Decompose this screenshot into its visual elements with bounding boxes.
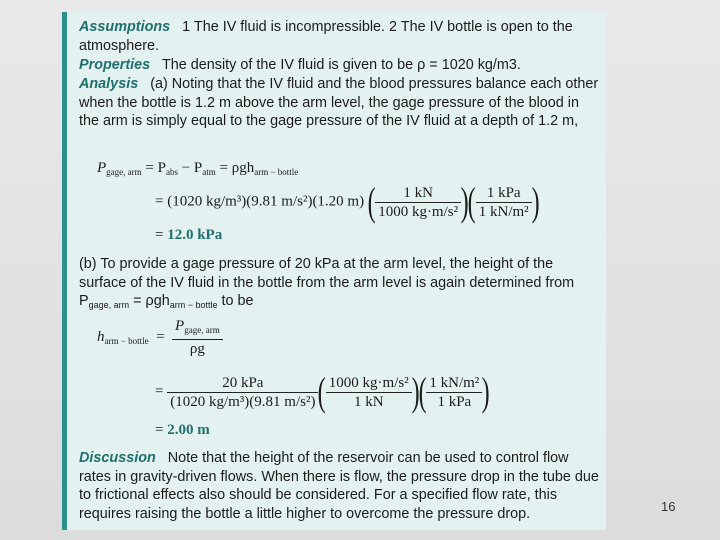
assumptions-text: 1 The IV fluid is incompressible. 2 The IV bottle is open to the atmosphere.	[79, 19, 573, 54]
eq-b-lhs-sub: arm − bottle	[104, 335, 149, 346]
conv3-den: 1 kN	[353, 393, 384, 410]
result-b	[155, 422, 210, 439]
solution-panel	[62, 12, 606, 530]
eq-b-num: P	[175, 318, 185, 334]
eq-a-rhs: = P	[145, 160, 166, 176]
part-b-sub-gage-arm: gage, arm	[88, 300, 130, 311]
part-a-text: (a) Noting that the IV fluid and the blood pressures balance each other when the bottle is 1.2 m above the arm level, the gage pressure of the blood in the arm is simply equal to the gage pressure of the IV fluid at a depth of 1.2 m,	[79, 76, 599, 130]
eq-b-den: ρg	[189, 341, 205, 357]
eq-b2-den: (1020 kg/m³)(9.81 m/s²)	[170, 393, 316, 410]
eq-a-sub-arm-bottle: arm − bottle	[254, 167, 299, 177]
eq-a-rhs-mid: − P	[177, 160, 203, 176]
discussion-heading: Discussion	[79, 450, 156, 466]
conversion-fraction-3	[326, 374, 412, 411]
result-a-value: 12.0 kPa	[167, 227, 223, 243]
result-b-equals: =	[155, 422, 164, 438]
properties-paragraph	[79, 56, 599, 75]
result-b-value: 2.00 m	[167, 422, 210, 438]
conv4-num: 1 kN/m²	[426, 374, 482, 393]
assumptions-paragraph	[79, 18, 599, 55]
conversion-fraction-4	[426, 374, 482, 411]
eq-a-lhs-sub: gage, arm	[106, 167, 142, 177]
result-a	[155, 227, 222, 244]
eq-a-values: = (1020 kg/m³)(9.81 m/s²)(1.20 m)	[155, 193, 365, 210]
discussion-paragraph	[79, 449, 599, 523]
part-b-text: (b) To provide a gage pressure of 20 kPa at the arm level, the height of the surface of the IV fluid in the bottle from the arm level is again determined from P	[79, 256, 575, 310]
eq-b2-equals: =	[155, 383, 164, 400]
eq-a-sub-atm: atm	[202, 167, 216, 177]
equation-b-line2: = $\frac{\text{20 kPa}}{\text{(1020 kg/m³)(9.81 m/s²)}}$ ( $\frac{\text{1000 kg·m/s²}}{1 kN}$ )( $\frac{\text{1 kN/m²}}{\text{1 kPa}}$ )	[155, 369, 490, 414]
eq-b-lhs: h	[97, 328, 105, 345]
eq-b-equals: =	[156, 328, 165, 345]
properties-heading: Properties	[79, 57, 151, 73]
eq-a-lhs: P	[97, 160, 107, 176]
assumptions-heading: Assumptions	[79, 19, 171, 35]
analysis-paragraph	[79, 75, 599, 131]
eq-b-num-sub: gage, arm	[184, 325, 220, 335]
conv2-den: 1 kN/m²	[478, 203, 529, 220]
eq-b-fraction	[172, 317, 223, 358]
conv4-den: 1 kPa	[437, 393, 472, 410]
equation-b-line1	[97, 317, 223, 358]
conv2-num: 1 kPa	[476, 184, 532, 203]
conv1-num: 1 kN	[375, 184, 461, 203]
properties-text: The density of the IV fluid is given to be ρ = 1020 kg/m3.	[161, 57, 521, 73]
result-a-equals: =	[155, 227, 164, 243]
discussion-text: Note that the height of the reservoir can be used to control flow rates in gravity-driven flows. When there is flow, the pressure drop in the tube due to frictional effects also should be considered. For a specified flow rate, this requires raising the bottle a little higher to overcome the pressure drop.	[79, 450, 599, 522]
eq-b2-fraction	[167, 374, 318, 411]
conv3-num: 1000 kg·m/s²	[326, 374, 412, 393]
part-b-mid: = ρgh	[129, 293, 170, 310]
page-number: 16	[661, 499, 676, 514]
part-b-end: to be	[217, 293, 254, 310]
part-b-sub-arm-bottle: arm − bottle	[169, 300, 218, 311]
equation-a-line1	[97, 160, 298, 177]
part-b-paragraph	[79, 255, 599, 315]
eq-a-sub-abs: abs	[165, 167, 178, 177]
conversion-fraction-1	[375, 184, 461, 221]
equation-a-line2: = (1020 kg/m³)(9.81 m/s²)(1.20 m) ( $\frac{1 kN}{\text{1000 kg·m/s²}}$ )( $\frac{\text{1 kPa}}{\text{1 kN/m²}}$ )	[155, 179, 540, 224]
conv1-den: 1000 kg·m/s²	[378, 203, 459, 220]
eq-b2-num: 20 kPa	[167, 374, 318, 393]
conversion-fraction-2	[476, 184, 532, 221]
eq-a-rhs-end: = ρgh	[215, 160, 255, 176]
analysis-heading: Analysis	[79, 76, 139, 92]
